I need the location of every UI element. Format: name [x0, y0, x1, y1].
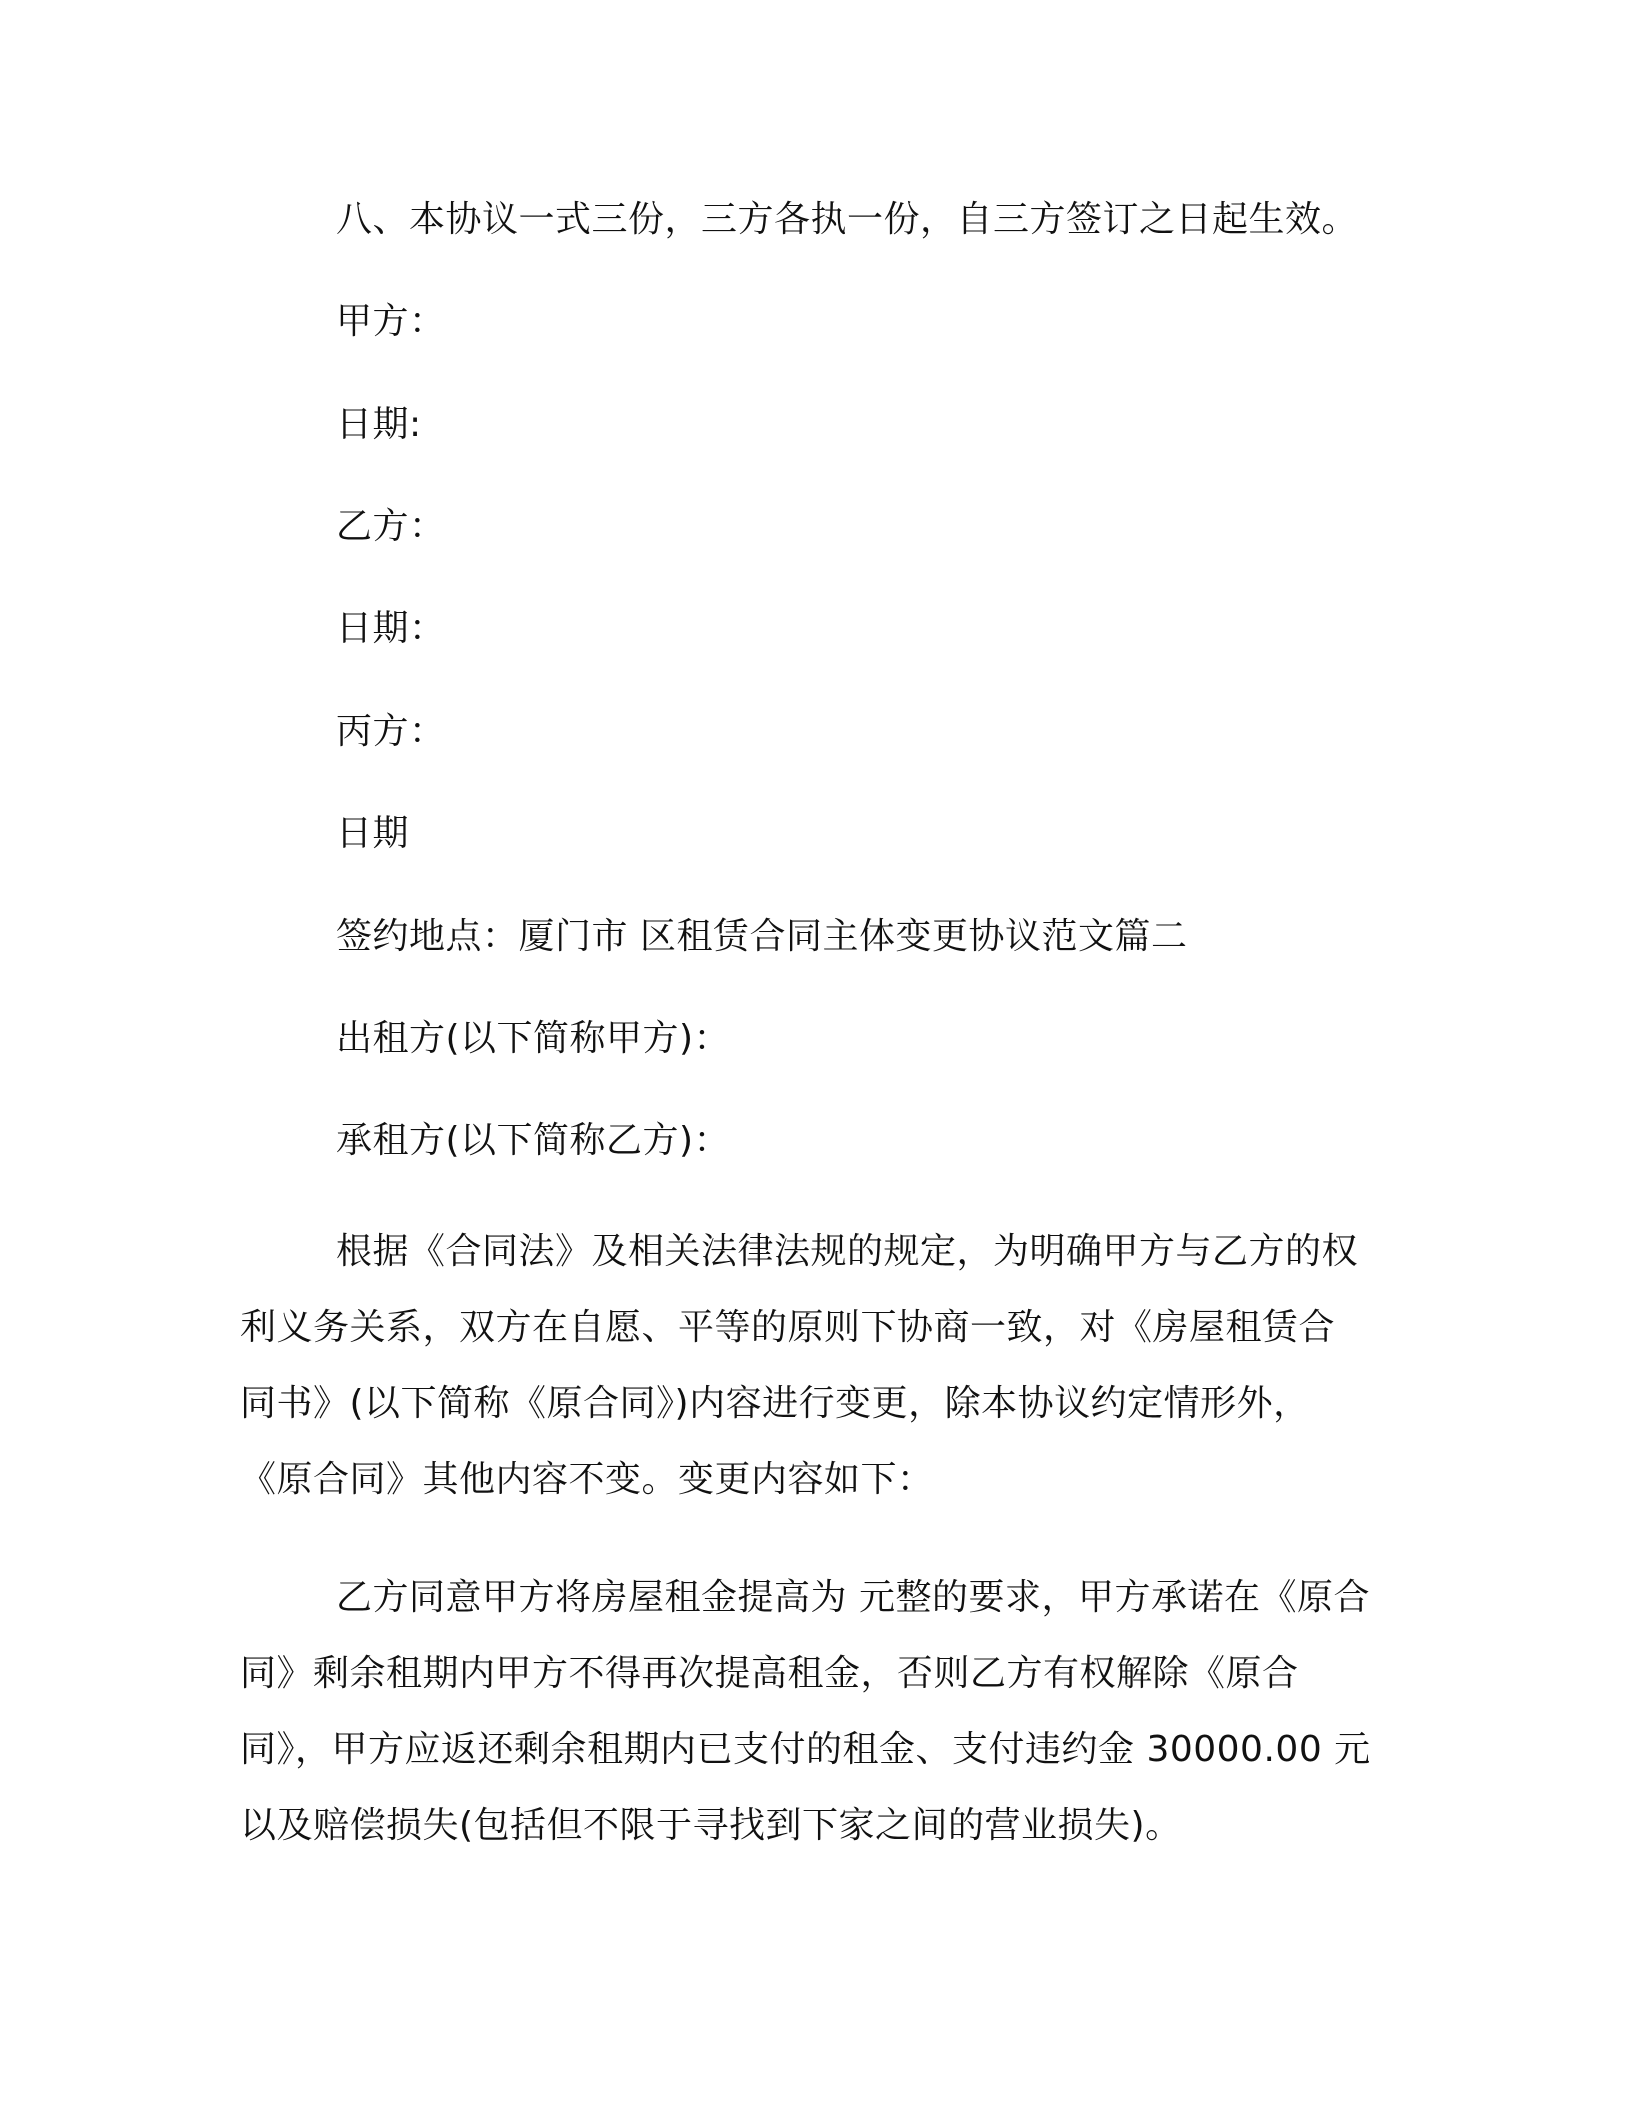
paragraph-line: 同书》(以下简称《原合同》)内容进行变更，除本协议约定情形外，: [240, 1383, 1310, 1424]
party-a-date-label: 日期:: [336, 404, 422, 445]
paragraph-line: 乙方同意甲方将房屋租金提高为 元整的要求，甲方承诺在《原合: [336, 1577, 1370, 1618]
paragraph-contract-basis: [240, 1214, 1390, 1518]
party-c-date-label: 日期: [336, 813, 410, 854]
party-b-date-label: 日期：: [336, 608, 446, 649]
party-c-label: 丙方：: [336, 711, 446, 752]
lessee-label: 承租方(以下简称乙方)：: [336, 1120, 731, 1161]
clause-eight: 八、本协议一式三份，三方各执一份，自三方签订之日起生效。: [336, 199, 1359, 240]
paragraph-line: 利义务关系，双方在自愿、平等的原则下协商一致，对《房屋租赁合: [240, 1307, 1336, 1348]
signing-location: 签约地点：厦门市 区租赁合同主体变更协议范文篇二: [336, 916, 1188, 957]
party-b-label: 乙方：: [336, 506, 446, 547]
paragraph-line: 根据《合同法》及相关法律法规的规定，为明确甲方与乙方的权: [336, 1231, 1359, 1272]
paragraph-rent-change: [240, 1560, 1390, 1864]
paragraph-line: 同》，甲方应返还剩余租期内已支付的租金、支付违约金 30000.00 元: [240, 1729, 1371, 1770]
party-a-label: 甲方：: [336, 301, 446, 342]
lessor-label: 出租方(以下简称甲方)：: [336, 1018, 731, 1059]
paragraph-line: 以及赔偿损失(包括但不限于寻找到下家之间的营业损失)。: [240, 1805, 1182, 1846]
paragraph-line: 《原合同》其他内容不变。变更内容如下：: [240, 1459, 934, 1500]
paragraph-line: 同》剩余租期内甲方不得再次提高租金，否则乙方有权解除《原合: [240, 1653, 1299, 1694]
